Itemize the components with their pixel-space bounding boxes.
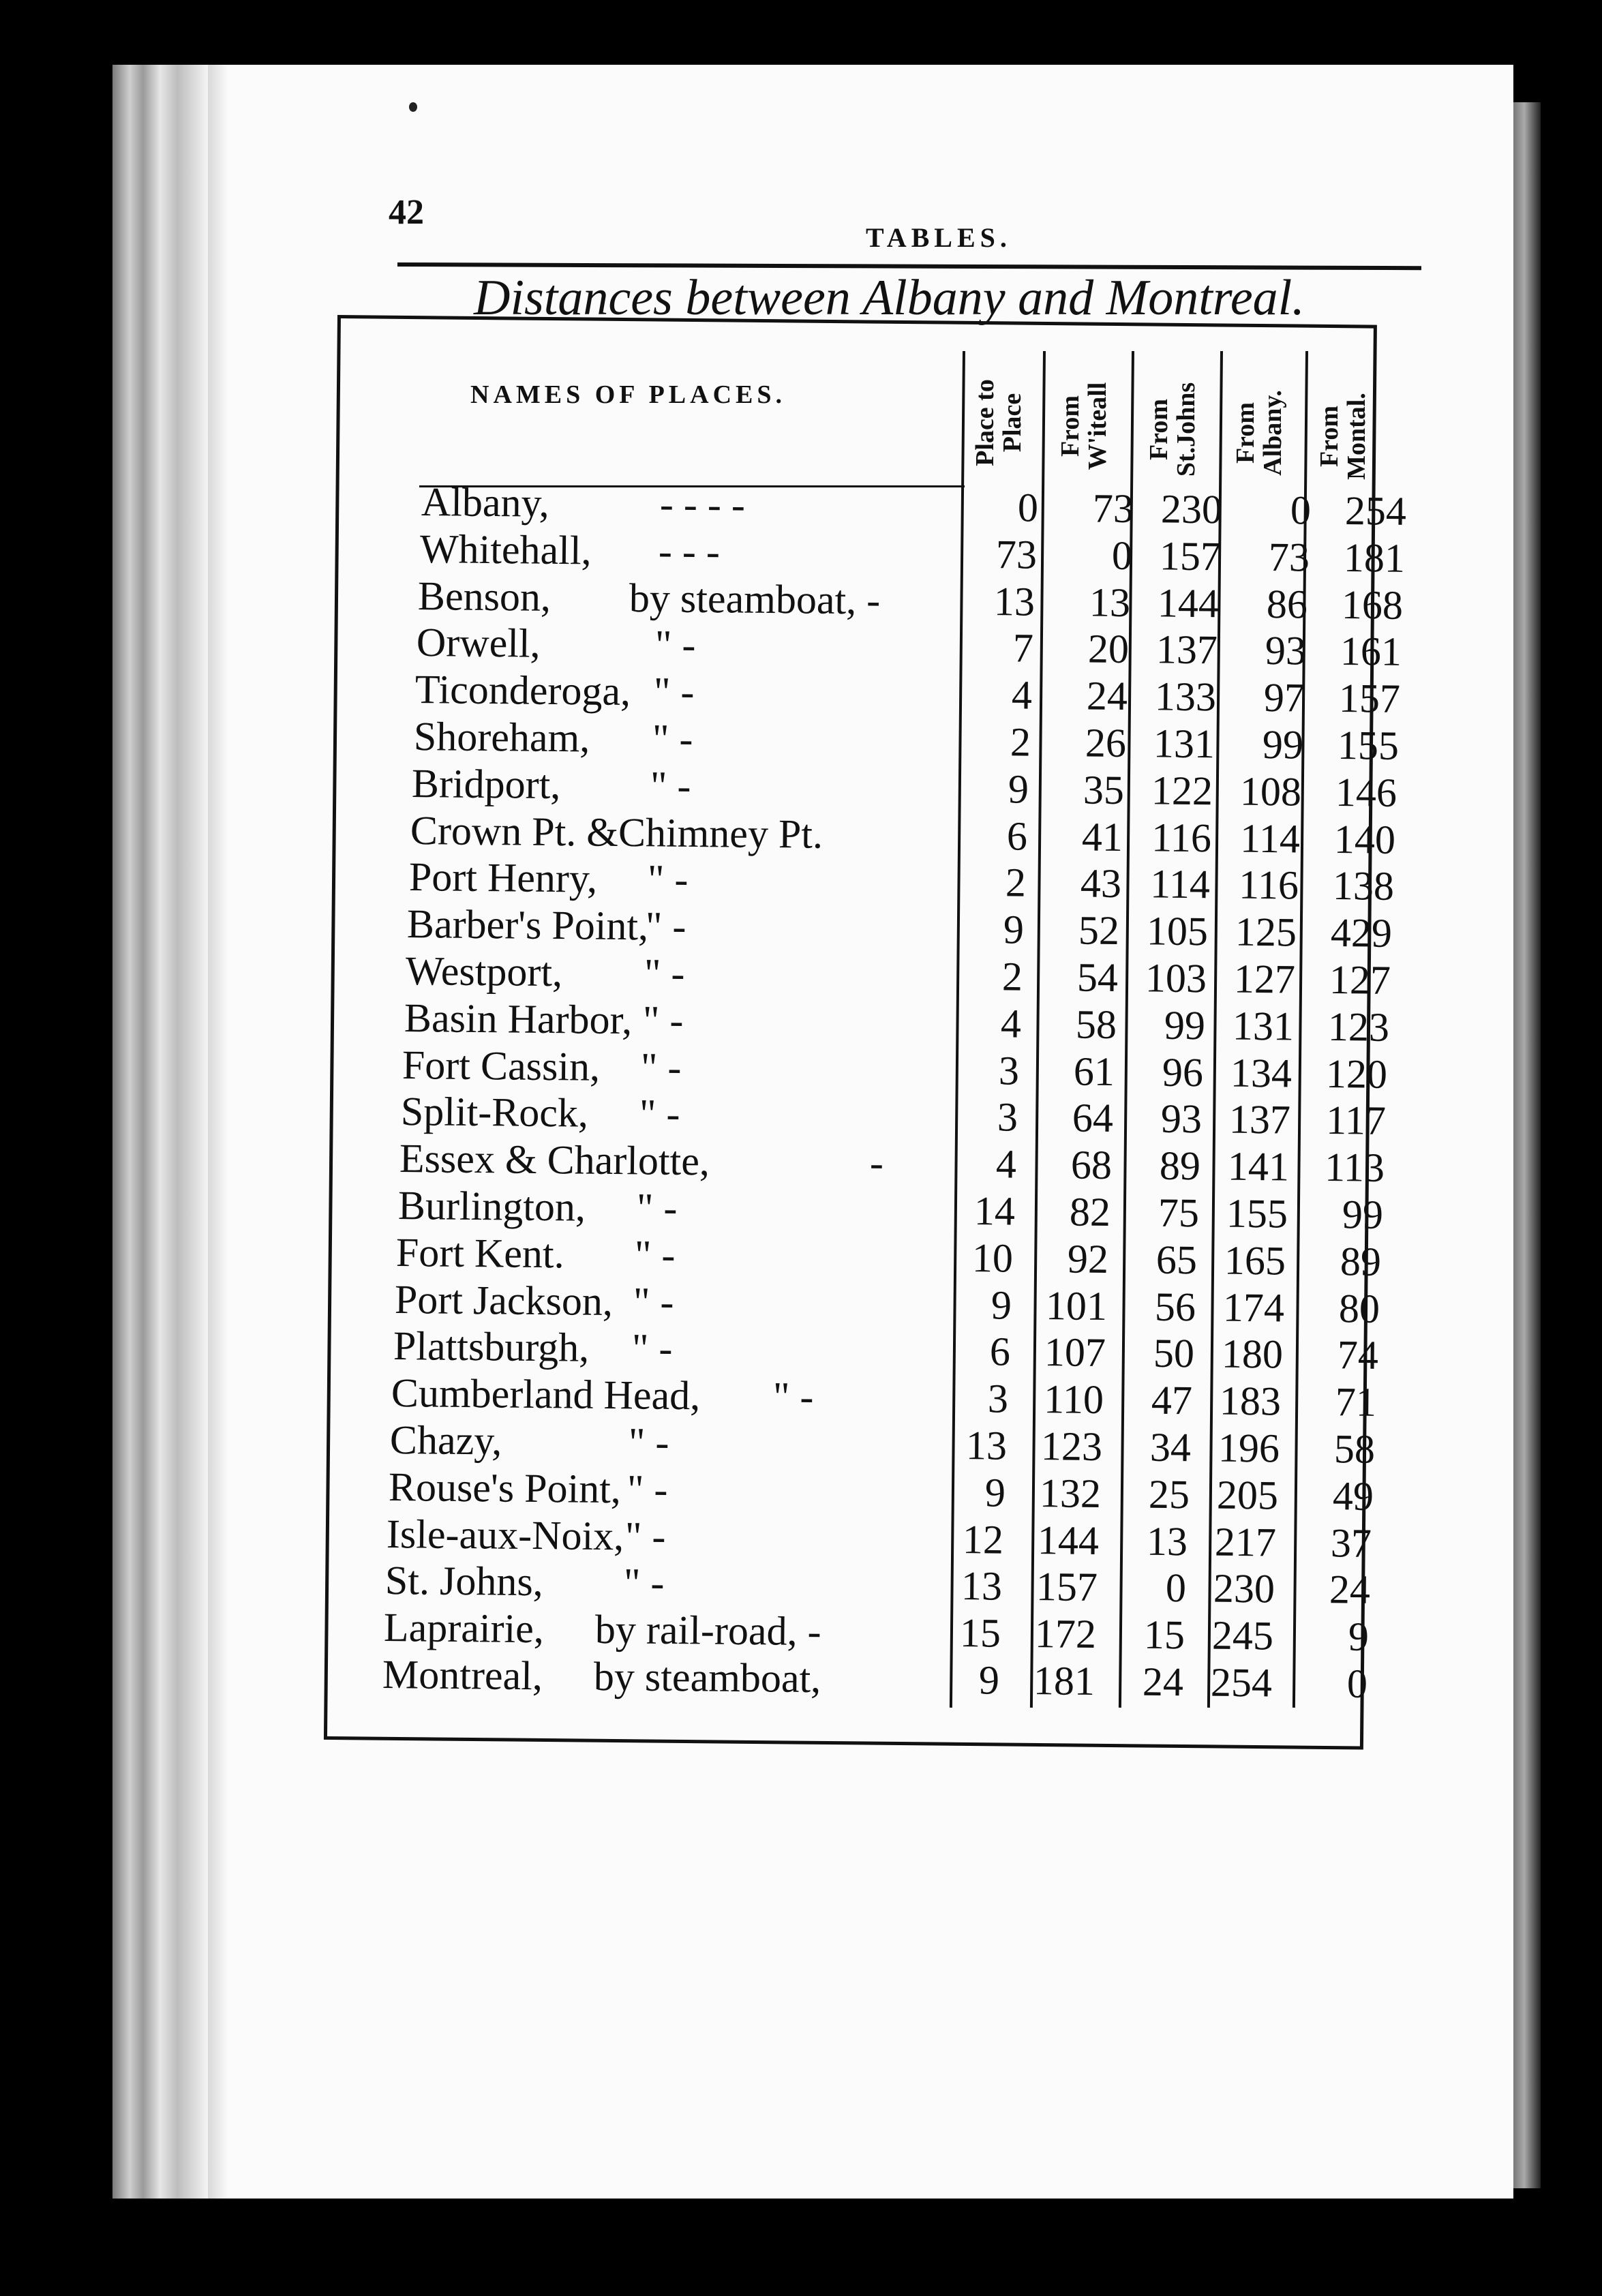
route-note: - (869, 1140, 884, 1186)
distance-place-to-place: 3 (999, 1047, 1020, 1093)
distance-from-st-johns: 89 (1159, 1143, 1201, 1189)
distance-place-to-place: 9 (1003, 907, 1025, 952)
distance-from-albany: 165 (1224, 1237, 1286, 1284)
route-note: " - (626, 1466, 668, 1512)
distance-from-montreal: 123 (1327, 1003, 1389, 1050)
distance-place-to-place: 3 (987, 1376, 1009, 1421)
place-name: Barber's Point, (406, 901, 649, 949)
distance-from-whitehall: 64 (1072, 1095, 1114, 1141)
distance-from-st-johns: 47 (1151, 1377, 1193, 1423)
distance-from-albany: 125 (1235, 909, 1297, 955)
distance-from-st-johns: 65 (1155, 1237, 1198, 1283)
distance-from-montreal: 117 (1325, 1098, 1387, 1144)
distance-from-whitehall: 123 (1040, 1423, 1103, 1470)
place-name: Fort Kent. (395, 1229, 565, 1277)
distance-from-whitehall: 107 (1044, 1329, 1106, 1376)
distance-from-whitehall: 181 (1033, 1658, 1095, 1704)
distance-from-st-johns: 116 (1151, 815, 1212, 860)
distance-from-whitehall: 24 (1086, 673, 1128, 719)
names-of-places-header: NAMES OF PLACES. (470, 380, 787, 409)
table-row (382, 1651, 1391, 1707)
distance-from-whitehall: 61 (1074, 1048, 1115, 1094)
table-row (419, 526, 1429, 581)
distance-from-whitehall: 43 (1080, 860, 1121, 907)
distance-from-montreal: 74 (1337, 1332, 1378, 1378)
distance-from-st-johns: 105 (1146, 908, 1209, 954)
distance-from-montreal: 146 (1335, 769, 1397, 815)
place-name: Orwell, (416, 620, 541, 667)
table-row (397, 1182, 1407, 1238)
distance-place-to-place: 6 (1006, 813, 1028, 859)
column-header-from-st-johns: From St.Johns (1145, 382, 1200, 477)
table-row (407, 901, 1417, 956)
route-note: by steamboat, (593, 1653, 821, 1702)
distance-place-to-place: 6 (989, 1329, 1010, 1375)
place-name: Rouse's Point, (388, 1464, 621, 1512)
table-row (412, 760, 1421, 816)
running-head: TABLES. (866, 222, 1012, 253)
distance-from-whitehall: 82 (1069, 1189, 1110, 1235)
distance-from-whitehall: 13 (1089, 579, 1131, 625)
route-note: " - (642, 997, 684, 1043)
distance-from-montreal: 127 (1329, 957, 1391, 1003)
distance-from-st-johns: 0 (1165, 1565, 1187, 1611)
route-note: by steamboat, - (629, 575, 881, 623)
distance-from-st-johns: 75 (1158, 1190, 1199, 1236)
place-name: Port Jackson, (394, 1276, 614, 1324)
place-name: Whitehall, (419, 526, 592, 573)
place-name: Shoreham, (413, 714, 590, 761)
place-name: Montreal, (382, 1652, 543, 1699)
column-header-from-montreal: From Montal. (1315, 393, 1371, 480)
place-name: Isle-aux-Noix, (387, 1511, 624, 1558)
distance-from-albany: 245 (1211, 1612, 1274, 1659)
place-name: Cumberland Head, (391, 1370, 701, 1419)
distance-from-montreal: 138 (1332, 863, 1394, 909)
distance-place-to-place: 2 (1005, 860, 1026, 906)
distance-from-montreal: 168 (1342, 581, 1404, 628)
distance-from-albany: 131 (1232, 1003, 1294, 1049)
distance-from-st-johns: 96 (1162, 1049, 1204, 1095)
distance-from-st-johns: 122 (1151, 768, 1213, 814)
distance-from-whitehall: 41 (1081, 814, 1123, 860)
place-name: Albany, (421, 479, 550, 526)
distance-from-albany: 114 (1239, 815, 1301, 862)
distance-from-albany: 183 (1219, 1378, 1282, 1424)
place-name: Crown Pt. &Chimney Pt. (410, 807, 823, 857)
distance-from-montreal: 58 (1333, 1426, 1376, 1472)
route-note: " - (647, 856, 689, 903)
distance-from-st-johns: 93 (1160, 1096, 1203, 1142)
distance-from-montreal: 181 (1343, 534, 1405, 581)
distance-from-whitehall: 0 (1111, 532, 1132, 578)
distance-from-whitehall: 68 (1070, 1142, 1113, 1188)
distance-from-whitehall: 132 (1039, 1470, 1101, 1516)
distance-from-whitehall: 52 (1078, 907, 1120, 954)
table-row (406, 948, 1415, 1003)
distance-from-whitehall: 101 (1045, 1282, 1108, 1329)
place-name: Plattsburgh, (393, 1323, 590, 1371)
route-note: " - (641, 1044, 682, 1090)
distance-from-albany: 137 (1228, 1097, 1291, 1143)
distance-from-montreal: 49 (1332, 1473, 1374, 1519)
distance-place-to-place: 10 (971, 1235, 1014, 1281)
route-note: " - (636, 1185, 678, 1230)
distance-from-montreal: 254 (1344, 488, 1407, 534)
distance-from-montreal: 24 (1329, 1567, 1371, 1613)
column-header-place-to-place: Place to Place (971, 379, 1027, 466)
distance-place-to-place: 13 (961, 1563, 1003, 1610)
distance-from-albany: 93 (1265, 628, 1307, 674)
page-number: 42 (389, 193, 424, 232)
route-note: " - (628, 1419, 669, 1465)
table-row (413, 713, 1423, 769)
distance-from-whitehall: 54 (1076, 954, 1119, 1001)
distance-from-st-johns: 157 (1159, 533, 1221, 579)
distance-from-montreal: 80 (1338, 1285, 1380, 1331)
route-note: " - (623, 1560, 665, 1606)
route-note: " - (650, 763, 691, 809)
distance-from-albany: 127 (1233, 956, 1296, 1002)
route-note: " - (653, 669, 695, 715)
distance-from-albany: 73 (1268, 534, 1310, 580)
distance-from-whitehall: 20 (1087, 626, 1130, 672)
table-caption: Distances between Albany and Montreal. (474, 270, 1305, 326)
distance-from-albany: 155 (1226, 1190, 1288, 1237)
route-note: " - (644, 950, 685, 996)
route-note: " - (631, 1325, 673, 1372)
distance-from-montreal: 37 (1331, 1520, 1372, 1566)
distance-place-to-place: 2 (1001, 954, 1023, 999)
place-name: Basin Harbor, (404, 995, 633, 1043)
distance-from-albany: 97 (1263, 675, 1305, 721)
place-name: Ticonderoga, (414, 667, 631, 714)
route-note: " - (639, 1091, 680, 1137)
distance-from-montreal: 0 (1346, 1661, 1367, 1706)
distance-place-to-place: 73 (995, 531, 1037, 577)
page-right-edge (1513, 102, 1541, 2188)
table-row (414, 666, 1424, 722)
table-row (388, 1464, 1397, 1520)
place-name: Bridport, (411, 760, 561, 807)
distance-place-to-place: 15 (959, 1610, 1001, 1656)
distance-from-albany: 108 (1239, 768, 1302, 815)
distance-place-to-place: 0 (1017, 485, 1039, 530)
distance-from-st-johns: 103 (1145, 955, 1207, 1001)
distance-from-st-johns: 133 (1154, 674, 1217, 720)
table-row (399, 1135, 1408, 1191)
distance-from-albany: 196 (1218, 1425, 1280, 1471)
distance-from-albany: 230 (1213, 1566, 1275, 1612)
distance-from-st-johns: 15 (1143, 1612, 1185, 1658)
distance-from-whitehall: 58 (1075, 1001, 1117, 1047)
table-row (421, 479, 1431, 534)
place-name: Essex & Charlotte, (399, 1136, 710, 1184)
place-name: Port Henry, (408, 854, 597, 902)
page-gutter-shadow (208, 65, 228, 2199)
distance-from-st-johns: 24 (1142, 1659, 1183, 1705)
distance-from-montreal: 113 (1324, 1145, 1385, 1191)
distance-from-montreal: 140 (1333, 816, 1396, 862)
distance-from-whitehall: 172 (1034, 1611, 1097, 1657)
distance-from-albany: 174 (1222, 1284, 1285, 1331)
route-note: by rail-road, - (594, 1607, 821, 1655)
distance-from-st-johns: 144 (1158, 580, 1220, 626)
distance-from-st-johns: 56 (1154, 1284, 1196, 1329)
distance-from-montreal: 157 (1338, 676, 1401, 722)
distance-from-whitehall: 144 (1038, 1517, 1100, 1563)
route-note: " - (654, 622, 696, 668)
column-header-from-whitehall: From W'iteall (1056, 382, 1112, 470)
table-row (396, 1229, 1406, 1285)
place-name: Burlington, (397, 1183, 586, 1230)
distance-from-albany: 205 (1216, 1472, 1278, 1518)
distance-from-albany: 0 (1290, 487, 1312, 533)
distance-from-albany: 254 (1210, 1659, 1272, 1706)
distance-from-albany: 141 (1227, 1143, 1290, 1190)
distance-from-whitehall: 157 (1036, 1564, 1098, 1610)
distance-from-montreal: 429 (1330, 910, 1393, 956)
distance-from-st-johns: 50 (1153, 1331, 1194, 1376)
route-note: " - (634, 1232, 676, 1278)
distance-from-montreal: 120 (1326, 1051, 1388, 1097)
distance-from-st-johns: 131 (1153, 721, 1215, 767)
route-note: " - (652, 716, 693, 761)
distance-from-albany: 134 (1230, 1050, 1293, 1096)
table-row (390, 1417, 1400, 1472)
distance-from-st-johns: 34 (1149, 1424, 1192, 1470)
page-gutter (112, 65, 208, 2199)
distance-from-albany: 86 (1267, 581, 1308, 627)
distance-from-albany: 116 (1238, 862, 1299, 908)
distance-from-st-johns: 25 (1148, 1471, 1190, 1517)
distance-from-albany: 217 (1215, 1519, 1277, 1565)
place-name: Benson, (418, 573, 551, 620)
place-name: Westport, (405, 948, 563, 995)
route-note: " - (772, 1374, 815, 1420)
place-name: Chazy, (389, 1417, 502, 1464)
distance-place-to-place: 9 (991, 1282, 1012, 1328)
distance-place-to-place: 4 (995, 1141, 1017, 1187)
distance-from-st-johns: 230 (1160, 486, 1223, 532)
ink-speck (409, 102, 417, 112)
distance-from-montreal: 9 (1348, 1614, 1370, 1660)
route-note: " - (645, 903, 687, 950)
route-note: " - (625, 1513, 667, 1559)
distance-from-montreal: 161 (1340, 629, 1402, 675)
distance-place-to-place: 4 (1000, 1001, 1021, 1046)
place-name: Fort Cassin, (402, 1042, 601, 1089)
distance-place-to-place: 12 (963, 1516, 1004, 1562)
distance-from-st-johns: 114 (1149, 861, 1210, 907)
distance-place-to-place: 2 (1010, 719, 1031, 765)
table-row (391, 1370, 1401, 1425)
distance-from-montreal: 71 (1335, 1379, 1377, 1425)
distance-place-to-place: 14 (973, 1188, 1015, 1234)
distance-place-to-place: 4 (1011, 672, 1033, 718)
distance-from-albany: 180 (1221, 1331, 1283, 1377)
place-name: Split-Rock, (400, 1089, 589, 1136)
distance-from-whitehall: 26 (1085, 720, 1126, 766)
column-header-from-albany: From Albany. (1231, 390, 1287, 476)
distance-place-to-place: 7 (1012, 625, 1034, 671)
distance-from-st-johns: 13 (1147, 1518, 1188, 1564)
distance-from-st-johns: 137 (1155, 626, 1218, 673)
distance-place-to-place: 13 (994, 578, 1036, 624)
distance-from-whitehall: 73 (1092, 485, 1134, 532)
table-row (383, 1604, 1393, 1660)
distance-from-montreal: 89 (1340, 1239, 1382, 1284)
distance-from-st-johns: 99 (1164, 1002, 1205, 1048)
distance-place-to-place: 3 (997, 1094, 1018, 1141)
distance-from-whitehall: 110 (1044, 1376, 1104, 1423)
distance-from-whitehall: 35 (1083, 767, 1125, 813)
distance-place-to-place: 9 (984, 1470, 1006, 1515)
place-name: Laprairie, (383, 1605, 544, 1652)
route-note: - - - (658, 528, 720, 575)
distance-place-to-place: 9 (1008, 766, 1029, 812)
route-note: " - (633, 1278, 674, 1325)
route-note: - - - - (659, 481, 746, 528)
distance-from-whitehall: 92 (1067, 1236, 1109, 1282)
distance-from-montreal: 155 (1337, 723, 1399, 768)
table-row (404, 995, 1413, 1051)
distance-from-albany: 99 (1262, 721, 1303, 768)
place-name: St. Johns, (384, 1558, 544, 1605)
distance-place-to-place: 9 (978, 1657, 999, 1703)
distance-from-montreal: 99 (1342, 1192, 1383, 1237)
distance-place-to-place: 13 (965, 1423, 1008, 1468)
